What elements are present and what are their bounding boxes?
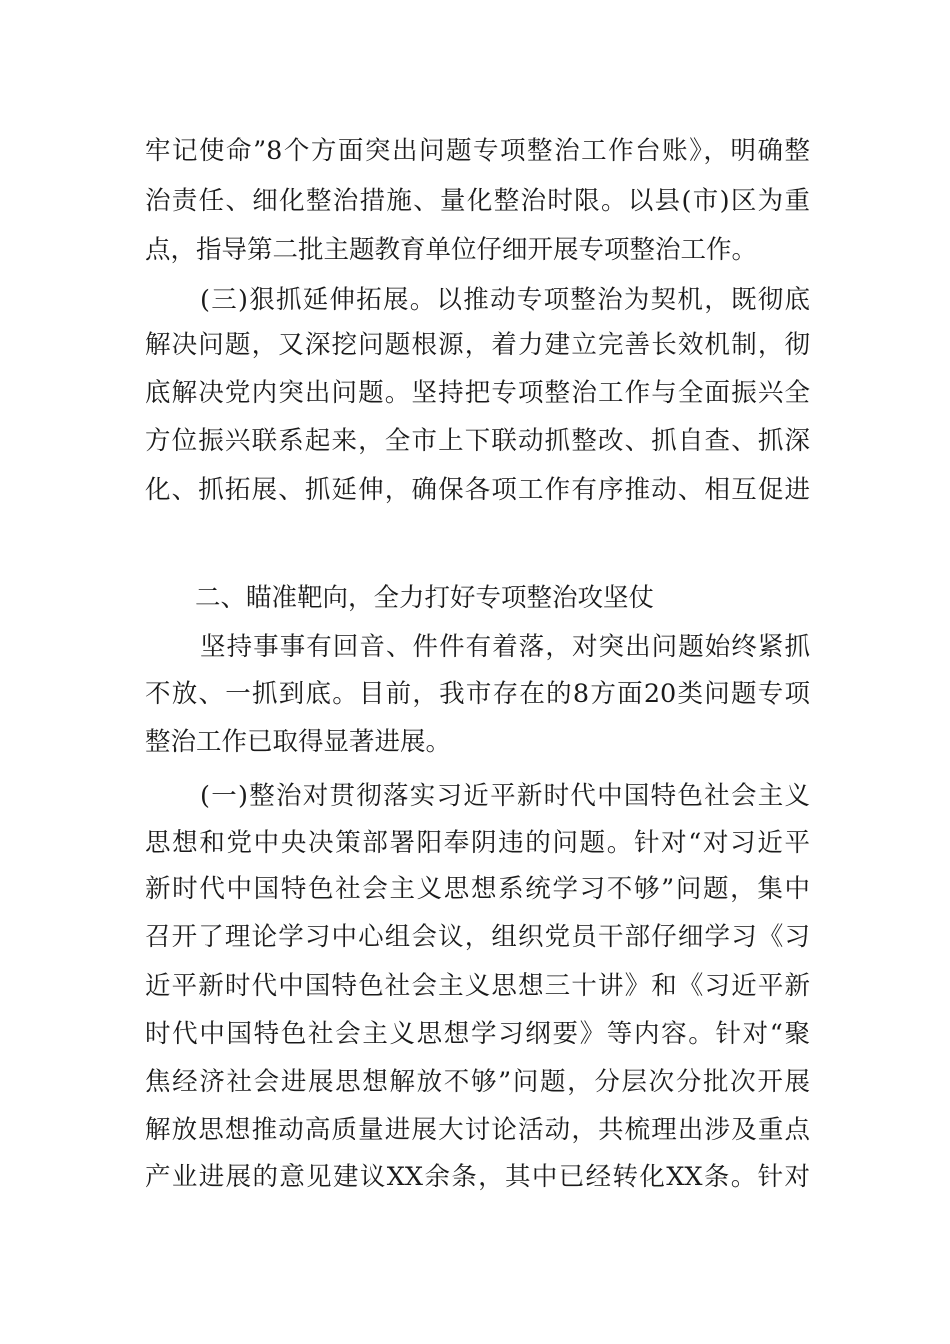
text-line: 焦经济社会进展思想解放不够”问题，分层次分批次开展 [145, 1067, 810, 1097]
text-line: 牢记使命”8个方面突出问题专项整治工作台账》，明确整 [145, 136, 810, 166]
text-line: 底解决党内突出问题。坚持把专项整治工作与全面振兴全 [145, 378, 810, 408]
text-line: 方位振兴联系起来，全市上下联动抓整改、抓自查、抓深 [145, 426, 810, 456]
text-line: 近平新时代中国特色社会主义思想三十讲》和《习近平新 [145, 971, 810, 1001]
text-line: 召开了理论学习中心组会议，组织党员干部仔细学习《习 [145, 922, 810, 952]
section-heading: 二、瞄准靶向，全力打好专项整治攻坚仗 [195, 583, 655, 613]
text-line: 治责任、细化整治措施、量化整治时限。以县(市)区为重 [145, 186, 810, 216]
text-line: 解决问题，又深挖问题根源，着力建立完善长效机制，彻 [145, 330, 810, 360]
text-line: 解放思想推动高质量进展大讨论活动，共梳理出涉及重点 [145, 1115, 810, 1145]
text-line: 产业进展的意见建议XX余条，其中已经转化XX条。针对 [145, 1162, 810, 1192]
text-line: 坚持事事有回音、件件有着落，对突出问题始终紧抓 [200, 632, 810, 662]
text-line: 时代中国特色社会主义思想学习纲要》等内容。针对“聚 [145, 1019, 810, 1049]
text-line: (三)狠抓延伸拓展。以推动专项整治为契机，既彻底 [200, 285, 810, 315]
text-line: 整治工作已取得显著进展。 [145, 727, 452, 757]
text-line: 新时代中国特色社会主义思想系统学习不够”问题，集中 [145, 874, 810, 904]
text-line: (一)整治对贯彻落实习近平新时代中国特色社会主义 [200, 781, 810, 811]
text-line: 不放、一抓到底。目前，我市存在的8方面20类问题专项 [145, 679, 810, 709]
text-line: 思想和党中央决策部署阳奉阴违的问题。针对“对习近平 [145, 828, 810, 858]
text-line: 点，指导第二批主题教育单位仔细开展专项整治工作。 [145, 235, 758, 265]
text-line: 化、抓拓展、抓延伸，确保各项工作有序推动、相互促进 [145, 475, 810, 505]
